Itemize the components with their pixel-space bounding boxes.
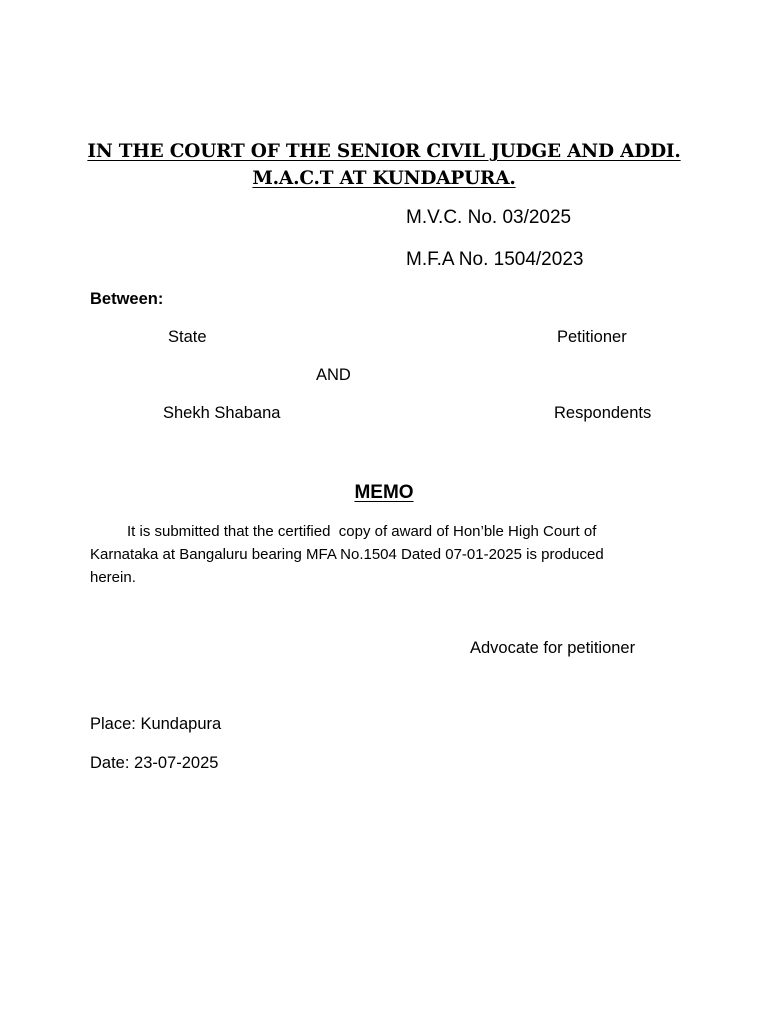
memo-body: It is submitted that the certified copy of award of Hon’ble High Court of Karnataka at Bangaluru bearing MFA No.1504 Dated 07-01-2025 is produced herein. [90,523,608,586]
respondent-name: Shekh Shabana [163,404,281,422]
court-heading-line-1: IN THE COURT OF THE SENIOR CIVIL JUDGE AND ADDI. [87,141,681,162]
date-line: Date: 23-07-2025 [90,754,219,772]
memo-title: MEMO [354,482,414,503]
respondent-role: Respondents [554,404,652,422]
petitioner-name: State [168,328,207,346]
court-heading-line-2: M.A.C.T AT KUNDAPURA. [252,168,516,189]
and-separator: AND [316,366,351,384]
petitioner-role: Petitioner [557,328,627,346]
place-line: Place: Kundapura [90,715,222,733]
mvc-case-number: M.V.C. No. 03/2025 [406,207,572,228]
between-label: Between: [90,290,164,308]
signature-line: Advocate for petitioner [470,639,636,657]
mfa-case-number: M.F.A No. 1504/2023 [406,249,584,270]
